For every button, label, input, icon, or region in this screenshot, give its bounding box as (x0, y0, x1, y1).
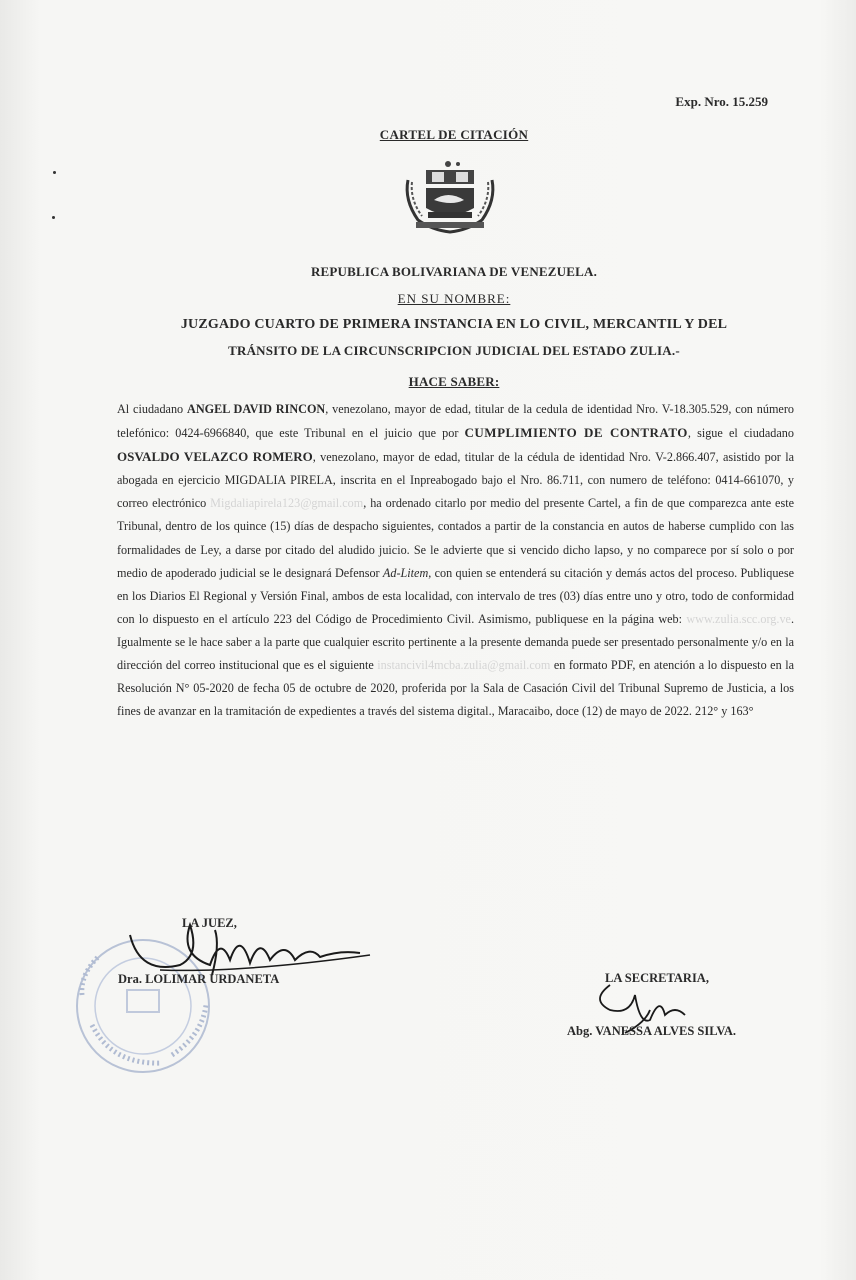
secretaria-title: LA SECRETARIA, (605, 971, 709, 985)
header-hace-saber: HACE SABER: (408, 374, 500, 389)
demandante-name: OSVALDO VELAZCO ROMERO (117, 449, 313, 465)
scan-speck (52, 216, 55, 219)
document-body (117, 398, 794, 723)
body-text: . Igualmente se le hace saber a la parte que cualquier escrito pertinente a la presente demanda puede ser presentado personalmente y/o en la dirección del correo institucional que es el siguiente (117, 611, 794, 673)
demandado-name: ANGEL DAVID RINCON (187, 402, 326, 416)
body-text: , sigue el ciudadano (687, 426, 794, 441)
juez-title: LA JUEZ, (182, 916, 237, 930)
header-circunscripcion: TRÁNSITO DE LA CIRCUNSCRIPCION JUDICIAL DEL ESTADO ZULIA.- (228, 343, 680, 358)
ad-litem-term: Ad-Litem (382, 565, 429, 580)
document-title: CARTEL DE CITACIÓN (379, 127, 529, 142)
web-address: www.zulia.scc.org.ve (686, 611, 791, 626)
coat-of-arms-icon (398, 160, 502, 234)
header-juzgado: JUZGADO CUARTO DE PRIMERA INSTANCIA EN LO CIVIL, MERCANTIL Y DEL (180, 317, 728, 332)
header-republica: REPUBLICA BOLIVARIANA DE VENEZUELA. (310, 264, 598, 279)
scan-speck (53, 171, 56, 174)
expediente-number: Exp. Nro. 15.259 (675, 94, 768, 109)
email-address: Migdaliapirela123@gmail.com (210, 496, 364, 511)
body-text: , con quien se entenderá su citación y demás actos del proceso. Publiquese en los Diarios El Regional y Versión Final, ambos de esta localidad, con intervalo de tres (03) días entre uno y otro, todo de conformidad con lo dispuesto en el artículo 223 del Código de Procedimiento Civil. Asimismo, publiquese en la página web: (117, 565, 794, 626)
causa-label: CUMPLIMIENTO DE CONTRATO (464, 425, 688, 441)
body-text: , venezolano, mayor de edad, titular de la cedula de identidad Nro. V-18.305.529, con número telefónico: 0424-6966840, que este Tribunal en el juicio que por (117, 402, 794, 441)
institutional-email: instancivil4mcba.zulia@gmail.com (377, 658, 551, 673)
body-text: Al ciudadano (117, 402, 188, 416)
juez-name: Dra. LOLIMAR URDANETA (118, 972, 280, 986)
body-text: en formato PDF, en atención a lo dispuesto en la Resolución N° 05-2020 de fecha 05 de octubre de 2020, proferida por la Sala de Casación Civil del Tribunal Supremo de Justicia, a los fines de avanzar en la tramitación de expedientes a través del sistema digital., Maracaibo, doce (12) de mayo de 2022. 212° y 163° (117, 658, 794, 719)
body-text: , ha ordenado citarlo por medio del presente Cartel, a fin de que comparezca ante este Tribunal, dentro de los quince (15) días de despacho siguientes, contados a partir de la constancia en autos de haberse cumplido con las formalidades de Ley, a darse por citado del aludido juicio. Se le advierte que si vencido dicho lapso, y no comparece por sí solo o por medio de apoderado judicial se le designará Defensor (117, 496, 795, 580)
header-en-su-nombre: EN SU NOMBRE: (397, 291, 511, 306)
body-text: , venezolano, mayor de edad, titular de la cédula de identidad Nro. V-2.866.407, asistido por la abogada en ejercicio MIGDALIA PIRELA, inscrita en el Inpreabogado bajo el Nro. 86.711, con numero de teléfono: 0414-661070, y correo electrónico (117, 450, 794, 511)
secretaria-name: Abg. VANESSA ALVES SILVA. (567, 1024, 736, 1038)
